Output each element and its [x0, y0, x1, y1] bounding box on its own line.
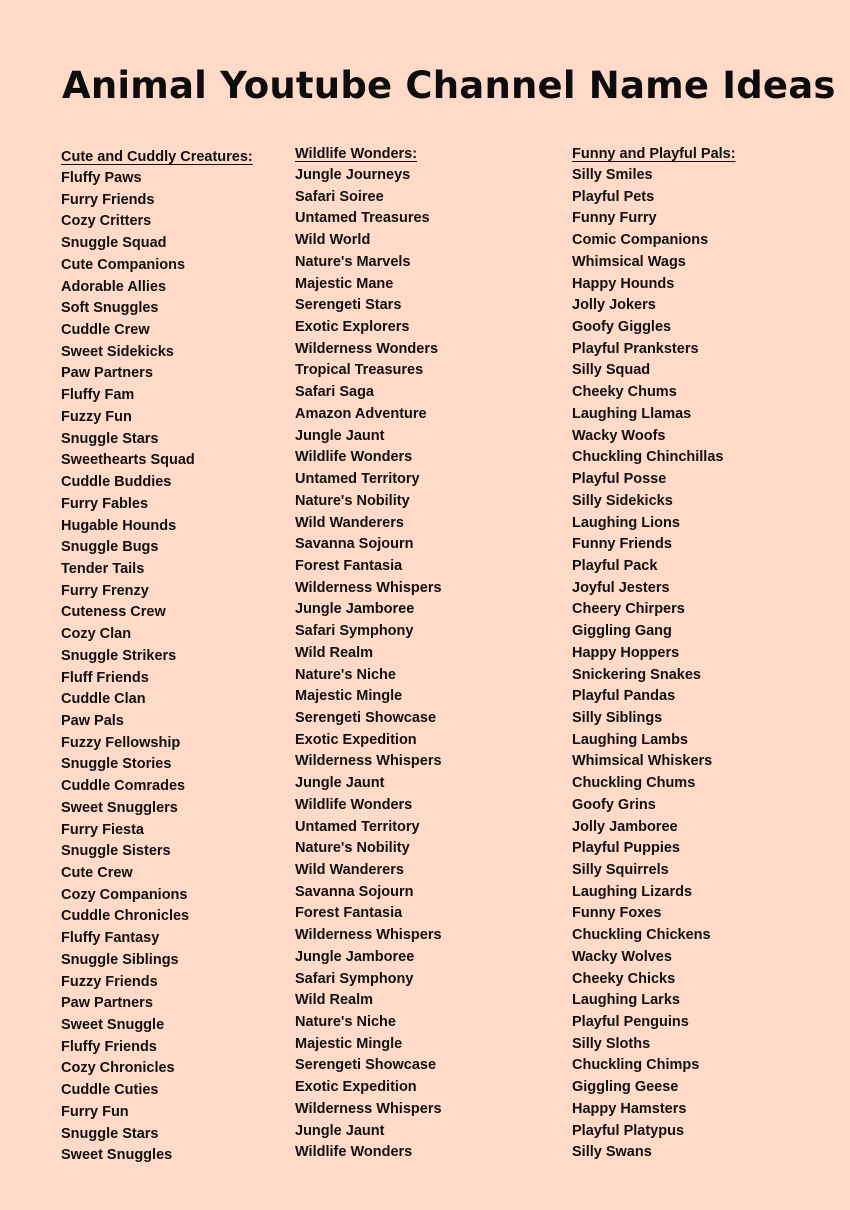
name-list-item: Whimsical Whiskers: [572, 753, 713, 770]
name-list-item: Silly Squad: [572, 362, 651, 379]
name-list-item: Forest Fantasia: [295, 557, 403, 574]
name-list-item: Furry Friends: [61, 191, 155, 208]
column-cute-and-cuddly: [61, 146, 253, 1167]
name-list-item: Cuteness Crew: [61, 604, 166, 621]
name-list-item: Giggling Gang: [572, 623, 672, 640]
name-list-item: Playful Puppies: [572, 840, 680, 857]
name-list-item: Fuzzy Fellowship: [61, 734, 181, 751]
name-list-item: Jungle Jaunt: [295, 1122, 385, 1139]
name-list-item: Snuggle Strikers: [61, 647, 177, 664]
name-list-item: Whimsical Wags: [572, 253, 686, 270]
name-list-item: Cuddle Cuties: [61, 1082, 159, 1099]
name-list-item: Wacky Woofs: [572, 427, 666, 444]
name-list-item: Majestic Mingle: [295, 1035, 403, 1052]
name-list-item: Happy Hoppers: [572, 644, 680, 661]
name-list-item: Snuggle Stars: [61, 430, 159, 447]
name-list-item: Serengeti Stars: [295, 297, 402, 314]
name-list-item: Untamed Territory: [295, 471, 420, 488]
name-list-item: Jolly Jamboree: [572, 818, 678, 835]
name-list-item: Comic Companions: [572, 232, 709, 249]
name-list-item: Joyful Jesters: [572, 579, 670, 596]
name-list-item: Jungle Jamboree: [295, 948, 415, 965]
name-list-item: Nature's Niche: [295, 666, 396, 683]
name-list-item: Wacky Wolves: [572, 948, 672, 965]
name-list-item: Wildlife Wonders: [295, 1144, 413, 1161]
name-list-item: Fluffy Friends: [61, 1038, 157, 1055]
name-list-item: Nature's Niche: [295, 1014, 396, 1031]
name-list-item: Wilderness Whispers: [295, 1100, 442, 1117]
name-list-item: Untamed Territory: [295, 818, 420, 835]
name-list-item: Tender Tails: [61, 560, 145, 577]
name-list-item: Fluff Friends: [61, 669, 149, 686]
name-list-item: Safari Saga: [295, 384, 374, 401]
name-list-item: Sweet Snuggle: [61, 1017, 165, 1034]
name-list-item: Safari Soiree: [295, 188, 384, 205]
name-list-item: Chuckling Chickens: [572, 927, 711, 944]
name-list-item: Cheeky Chicks: [572, 970, 676, 987]
name-list-item: Playful Pandas: [572, 688, 676, 705]
name-list-item: Jungle Jaunt: [295, 427, 385, 444]
name-list-item: Safari Symphony: [295, 623, 414, 640]
name-list-item: Exotic Expedition: [295, 1079, 417, 1096]
name-list-item: Nature's Nobility: [295, 840, 410, 857]
name-list-item: Cuddle Buddies: [61, 474, 172, 491]
name-list-item: Soft Snuggles: [61, 300, 159, 317]
name-list-item: Cuddle Comrades: [61, 778, 186, 795]
name-list-item: Wilderness Whispers: [295, 753, 442, 770]
name-list-item: Snuggle Bugs: [61, 539, 159, 556]
name-list-item: Fluffy Fam: [61, 387, 135, 404]
name-list-item: Cuddle Clan: [61, 691, 146, 708]
name-list-item: Goofy Grins: [572, 796, 656, 813]
name-list-item: Funny Foxes: [572, 905, 662, 922]
name-list-item: Fuzzy Fun: [61, 408, 132, 425]
name-list-item: Playful Platypus: [572, 1122, 685, 1139]
name-list-item: Wilderness Whispers: [295, 579, 442, 596]
name-list-item: Wilderness Whispers: [295, 927, 442, 944]
name-list-item: Wild World: [295, 232, 371, 249]
name-list-item: Paw Partners: [61, 365, 153, 382]
name-list-item: Laughing Lambs: [572, 731, 688, 748]
name-list-item: Snuggle Sisters: [61, 843, 171, 860]
name-list-item: Playful Pack: [572, 557, 658, 574]
name-list-item: Fluffy Paws: [61, 170, 142, 186]
name-list-item: Paw Partners: [61, 995, 153, 1012]
name-list-item: Cozy Clan: [61, 626, 132, 643]
name-list-item: Furry Frenzy: [61, 582, 149, 599]
name-list-item: Sweet Snuggles: [61, 1147, 173, 1164]
name-list-item: Savanna Sojourn: [295, 883, 414, 900]
name-list-item: Wild Wanderers: [295, 514, 404, 531]
name-list-item: Majestic Mingle: [295, 688, 403, 705]
name-list-item: Playful Penguins: [572, 1014, 689, 1031]
name-list-item: Serengeti Showcase: [295, 1057, 437, 1074]
name-list-item: Laughing Larks: [572, 992, 680, 1009]
name-list-item: Sweet Snugglers: [61, 799, 178, 816]
name-list-item: Wild Realm: [295, 644, 374, 661]
name-list-item: Laughing Lions: [572, 514, 680, 531]
name-list-item: Snuggle Stories: [61, 756, 172, 773]
column-heading: Cute and Cuddly Creatures:: [61, 149, 253, 165]
name-list-item: Funny Furry: [572, 210, 657, 227]
name-list-item: Hugable Hounds: [61, 517, 177, 534]
name-list-item: Safari Symphony: [295, 970, 414, 987]
name-list-item: Furry Fun: [61, 1103, 129, 1120]
name-list-item: Cozy Critters: [61, 213, 152, 230]
name-list-item: Chuckling Chinchillas: [572, 449, 724, 466]
name-list-item: Playful Posse: [572, 471, 667, 488]
name-list-item: Chuckling Chimps: [572, 1057, 700, 1074]
name-list-item: Savanna Sojourn: [295, 536, 414, 553]
name-list-item: Happy Hounds: [572, 275, 675, 292]
name-list-item: Forest Fantasia: [295, 905, 403, 922]
name-list-item: Tropical Treasures: [295, 362, 424, 379]
name-list-item: Furry Fiesta: [61, 821, 144, 838]
column-heading: Funny and Playful Pals:: [572, 146, 736, 162]
name-list-item: Cheeky Chums: [572, 384, 677, 401]
name-list-item: Wildlife Wonders: [295, 796, 413, 813]
name-list-item: Cuddle Crew: [61, 322, 150, 339]
name-list-item: Fuzzy Friends: [61, 973, 158, 990]
column-heading: Wildlife Wonders:: [295, 146, 418, 162]
name-list-item: Giggling Geese: [572, 1079, 679, 1096]
name-list-item: Exotic Explorers: [295, 319, 410, 336]
name-list-item: Wildlife Wonders: [295, 449, 413, 466]
name-list-item: Snuggle Stars: [61, 1125, 159, 1142]
page-title: Animal Youtube Channel Name Ideas: [62, 64, 836, 107]
name-list-item: Jungle Jamboree: [295, 601, 415, 618]
column-wildlife-wonders: [295, 143, 442, 1164]
name-list-item: Wilderness Wonders: [295, 340, 439, 357]
name-list-item: Silly Squirrels: [572, 862, 669, 878]
name-list-item: Jungle Journeys: [295, 167, 411, 183]
name-list-item: Serengeti Showcase: [295, 709, 437, 726]
name-list-item: Paw Pals: [61, 712, 124, 729]
name-list-item: Exotic Expedition: [295, 731, 417, 748]
name-list-item: Playful Pets: [572, 188, 655, 205]
name-list-item: Playful Pranksters: [572, 340, 699, 357]
name-list-item: Snickering Snakes: [572, 666, 701, 683]
name-list-item: Silly Sloths: [572, 1035, 651, 1052]
name-list-item: Snuggle Siblings: [61, 951, 179, 968]
name-list-item: Sweethearts Squad: [61, 452, 195, 469]
name-list-item: Cozy Companions: [61, 886, 188, 903]
name-list-item: Furry Fables: [61, 495, 149, 512]
name-list-item: Funny Friends: [572, 536, 672, 553]
name-list-item: Jolly Jokers: [572, 297, 656, 314]
name-list-item: Adorable Allies: [61, 278, 167, 295]
name-list-item: Cute Companions: [61, 256, 186, 273]
name-list-item: Chuckling Chums: [572, 775, 696, 792]
name-list-item: Happy Hamsters: [572, 1100, 687, 1117]
name-list-item: Silly Siblings: [572, 709, 663, 726]
name-list-item: Nature's Nobility: [295, 492, 410, 509]
name-list-item: Wild Wanderers: [295, 862, 404, 878]
name-list-item: Cozy Chronicles: [61, 1060, 175, 1077]
name-list-item: Cheery Chirpers: [572, 601, 685, 618]
name-list-item: Goofy Giggles: [572, 319, 672, 336]
name-list-item: Amazon Adventure: [295, 405, 427, 422]
name-list-item: Cute Crew: [61, 865, 133, 881]
name-list-item: Laughing Lizards: [572, 883, 693, 900]
name-list-item: Silly Swans: [572, 1144, 652, 1161]
name-list-item: Snuggle Squad: [61, 235, 167, 252]
name-list-item: Silly Smiles: [572, 167, 653, 183]
name-list-item: Sweet Sidekicks: [61, 343, 174, 360]
name-list-item: Nature's Marvels: [295, 253, 411, 270]
name-list-item: Majestic Mane: [295, 275, 394, 292]
name-list-item: Jungle Jaunt: [295, 775, 385, 792]
name-list-item: Fluffy Fantasy: [61, 930, 160, 947]
column-funny-and-playful: [572, 143, 736, 1164]
name-list-item: Laughing Llamas: [572, 405, 692, 422]
name-list-item: Silly Sidekicks: [572, 492, 673, 509]
name-list-item: Wild Realm: [295, 992, 374, 1009]
name-list-item: Untamed Treasures: [295, 210, 430, 227]
name-list-item: Cuddle Chronicles: [61, 908, 190, 925]
